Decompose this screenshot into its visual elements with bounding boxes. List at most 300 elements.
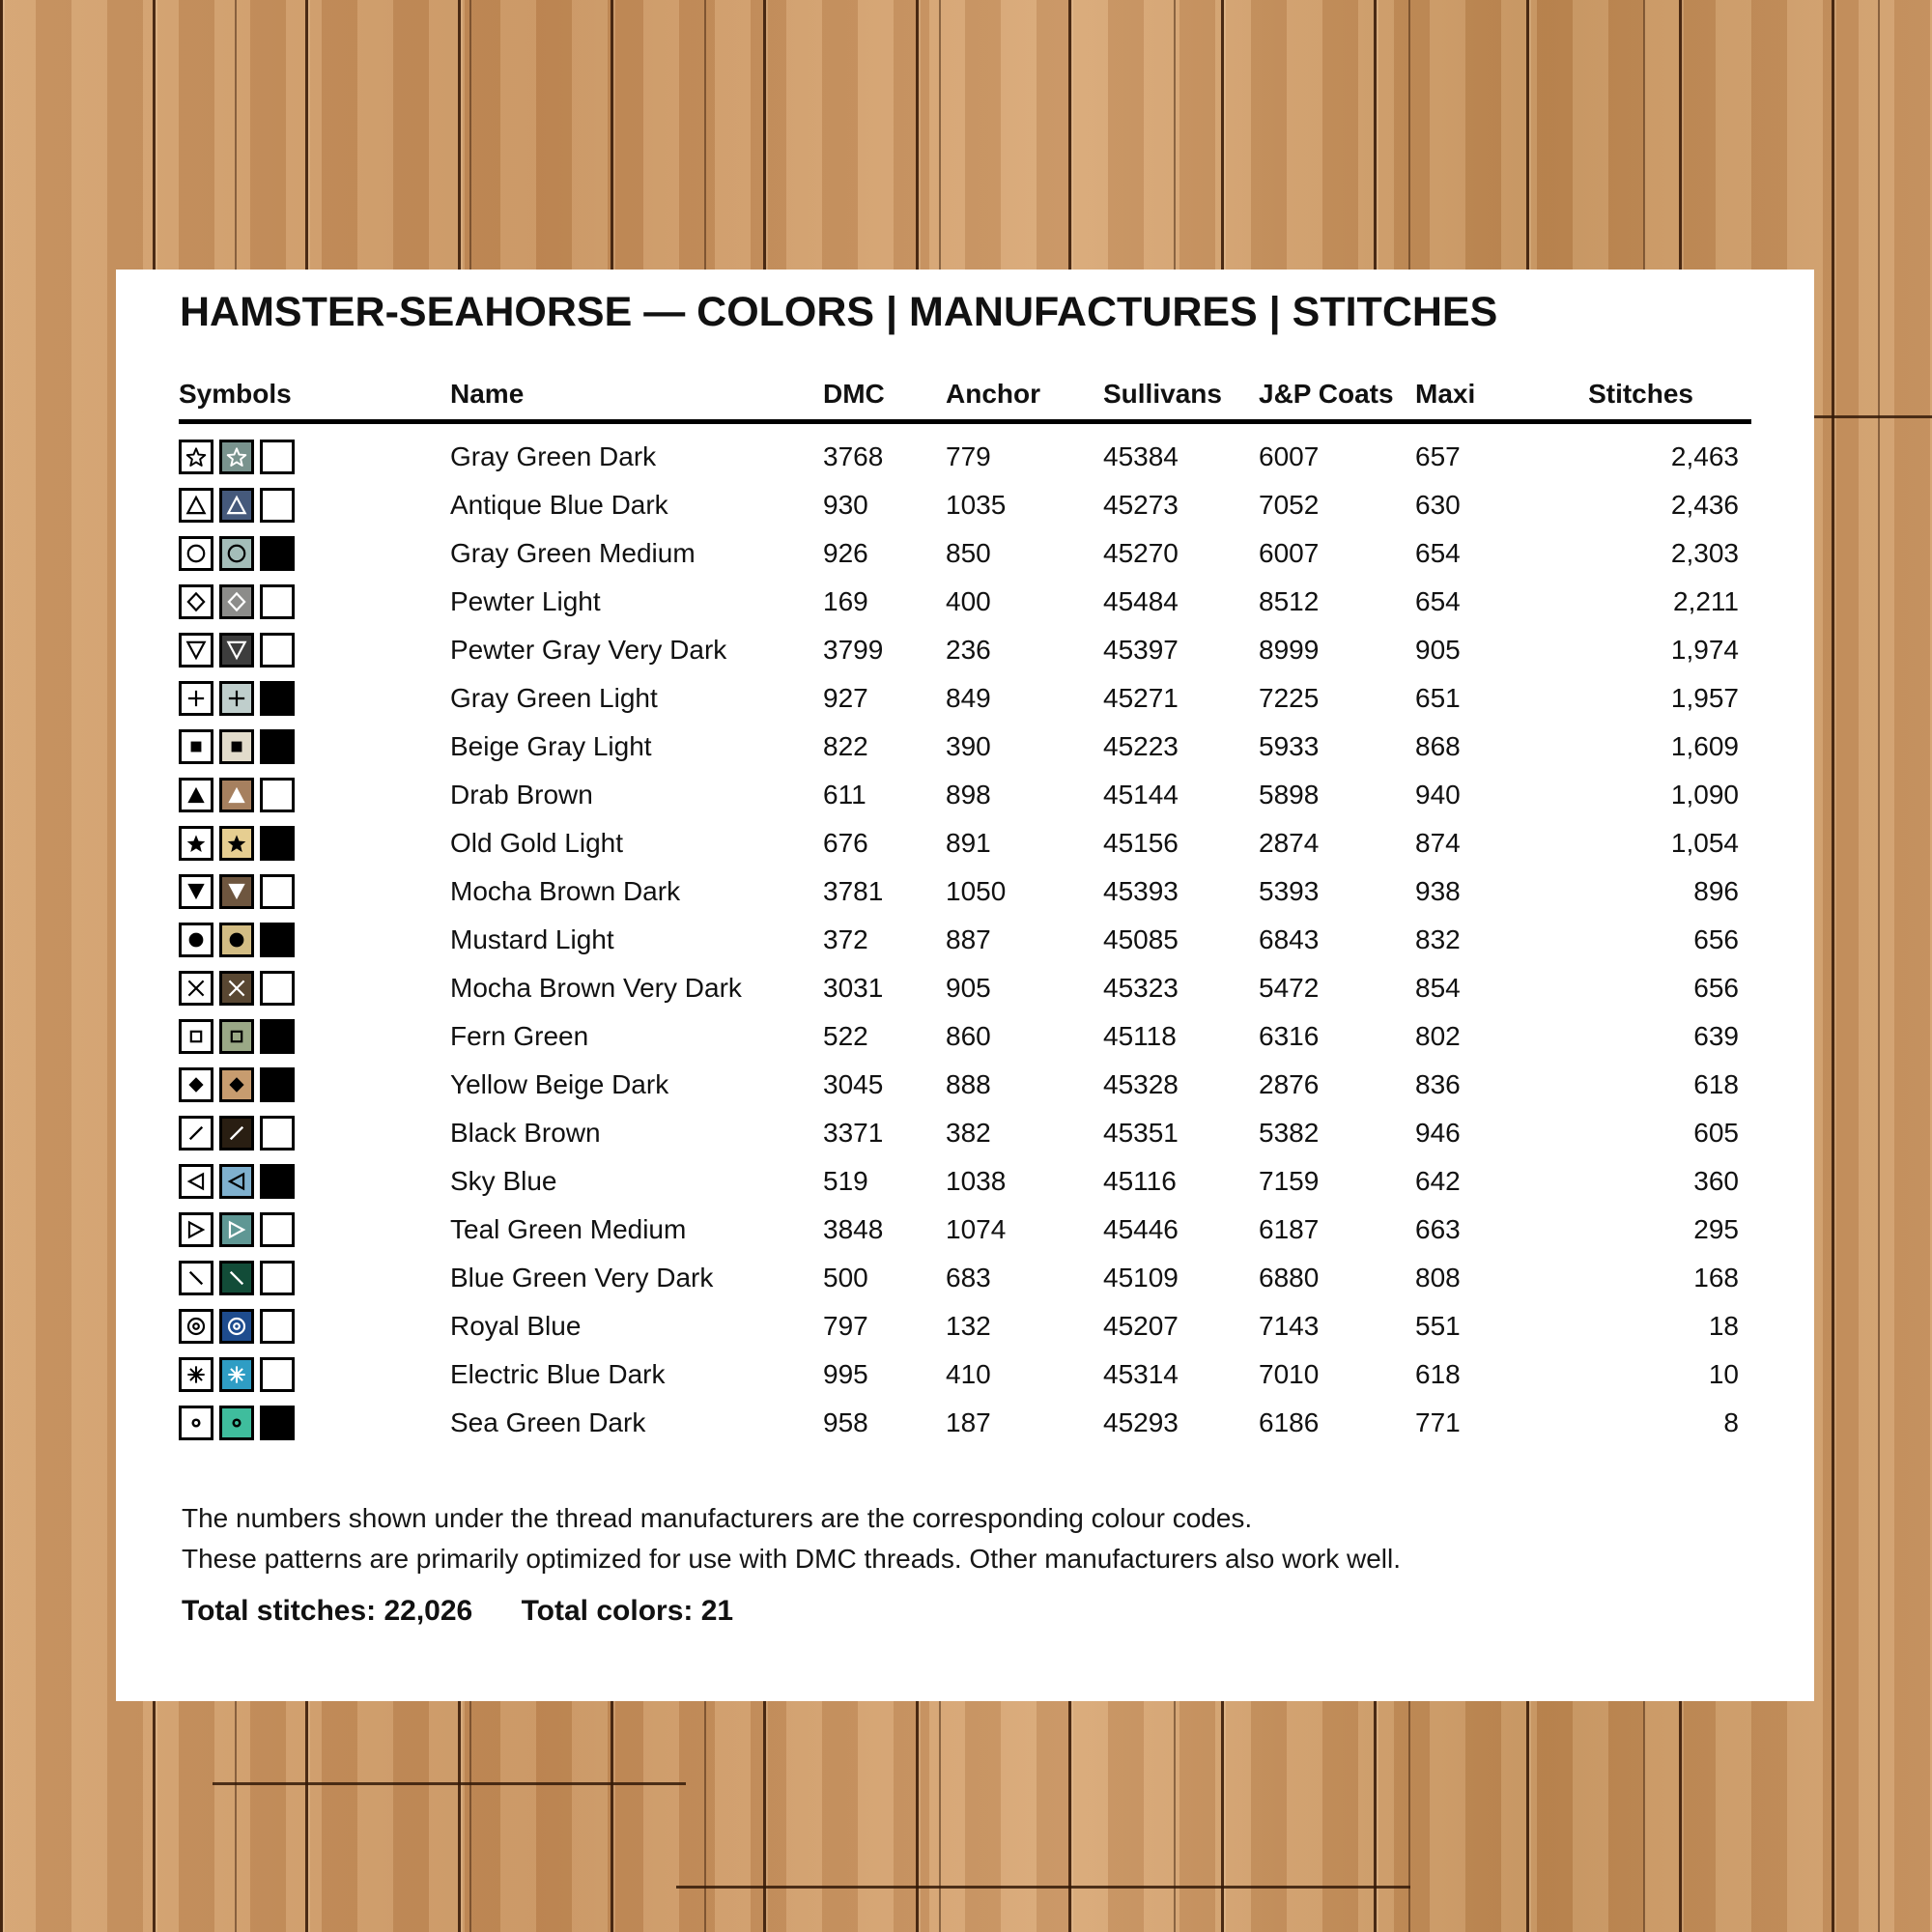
symbol-cell [179,1261,450,1295]
name-cell: Black Brown [450,1118,601,1148]
maxi-cell: 663 [1415,1214,1461,1244]
symbol-box-plain [179,488,213,523]
square-small-outline-icon [184,1024,209,1049]
circle-outline-icon [184,541,209,566]
maxi-cell: 940 [1415,780,1461,810]
maxi-cell: 854 [1415,973,1461,1003]
symbol-box-plain [179,536,213,571]
name-cell: Mustard Light [450,924,614,954]
maxi-cell: 551 [1415,1311,1461,1341]
symbol-box-swatch [219,826,254,861]
anchor-cell: 400 [946,586,991,616]
square-small-outline-icon [224,1024,249,1049]
backslash-icon [224,1265,249,1291]
jp-coats-cell: 2874 [1259,828,1320,858]
triangle-up-outline-icon [224,493,249,518]
jp-coats-cell: 6316 [1259,1021,1320,1051]
stitches-cell: 1,609 [1670,731,1739,761]
dmc-cell: 3799 [823,635,884,665]
table-row [179,1350,1751,1399]
symbol-box-plain [179,1164,213,1199]
dmc-cell: 519 [823,1166,868,1196]
jp-coats-cell: 7143 [1259,1311,1320,1341]
sullivans-cell: 45109 [1103,1263,1179,1293]
header-jp-coats: J&P Coats [1259,379,1394,409]
jp-coats-cell: 5393 [1259,876,1320,906]
sullivans-cell: 45384 [1103,441,1179,471]
sullivans-cell: 45223 [1103,731,1179,761]
symbol-box-swatch [219,488,254,523]
symbol-box-plain [179,1406,213,1440]
table-row [179,1012,1751,1061]
jp-coats-cell: 6007 [1259,441,1320,471]
asterisk8-icon [224,1362,249,1387]
stitches-cell: 18 [1708,1311,1739,1341]
dmc-cell: 169 [823,586,868,616]
name-cell: Gray Green Medium [450,538,696,568]
stitches-cell: 896 [1693,876,1739,906]
symbol-box-plain [179,1116,213,1151]
anchor-cell: 888 [946,1069,991,1099]
page-title: HAMSTER-SEAHORSE — COLORS | MANUFACTURES | STITCHES [180,289,1498,335]
anchor-cell: 390 [946,731,991,761]
asterisk8-icon [184,1362,209,1387]
symbol-box-swatch [219,536,254,571]
color-key-table [179,433,1751,1447]
stitches-cell: 2,436 [1670,490,1739,520]
jp-coats-cell: 8999 [1259,635,1320,665]
name-cell: Sea Green Dark [450,1407,646,1437]
x-mark-icon [184,976,209,1001]
name-cell: Royal Blue [450,1311,582,1341]
jp-coats-cell: 6843 [1259,924,1320,954]
symbol-box-swatch [219,633,254,668]
stitches-cell: 2,303 [1670,538,1739,568]
slash-icon [184,1121,209,1146]
symbol-box-fill [260,1309,295,1344]
sullivans-cell: 45156 [1103,828,1179,858]
jp-coats-cell: 6880 [1259,1263,1320,1293]
dmc-cell: 3031 [823,973,884,1003]
maxi-cell: 836 [1415,1069,1461,1099]
star5-filled-icon [184,831,209,856]
symbol-box-swatch [219,874,254,909]
header-name: Name [450,379,525,409]
triangle-left-outline-icon [224,1169,249,1194]
symbol-cell [179,971,450,1006]
symbol-cell [179,1357,450,1392]
x-mark-icon [224,976,249,1001]
symbol-cell [179,1212,450,1247]
symbol-box-fill [260,681,295,716]
symbol-box-swatch [219,1309,254,1344]
table-row [179,1302,1751,1350]
stitches-cell: 295 [1693,1214,1739,1244]
diamond-filled-icon [184,1072,209,1097]
stitches-cell: 1,974 [1670,635,1739,665]
symbol-box-swatch [219,971,254,1006]
jp-coats-cell: 5898 [1259,780,1320,810]
maxi-cell: 808 [1415,1263,1461,1293]
symbol-box-plain [179,1067,213,1102]
anchor-cell: 236 [946,635,991,665]
maxi-cell: 654 [1415,538,1461,568]
symbol-cell [179,440,450,474]
anchor-cell: 683 [946,1263,991,1293]
triangle-up-filled-icon [224,782,249,808]
symbol-box-fill [260,874,295,909]
symbol-cell [179,923,450,957]
triangle-down-outline-icon [224,638,249,663]
anchor-cell: 187 [946,1407,991,1437]
table-row [179,771,1751,819]
anchor-cell: 898 [946,780,991,810]
table-row [179,578,1751,626]
symbol-box-fill [260,440,295,474]
stitches-cell: 8 [1723,1407,1739,1437]
symbol-box-fill [260,536,295,571]
dmc-cell: 3045 [823,1069,884,1099]
anchor-cell: 410 [946,1359,991,1389]
symbol-cell [179,1164,450,1199]
anchor-cell: 850 [946,538,991,568]
jp-coats-cell: 2876 [1259,1069,1320,1099]
jp-coats-cell: 7159 [1259,1166,1320,1196]
square-small-filled-icon [224,734,249,759]
jp-coats-cell: 5382 [1259,1118,1320,1148]
star5-filled-icon [224,831,249,856]
dmc-cell: 995 [823,1359,868,1389]
table-row [179,529,1751,578]
symbol-cell [179,1067,450,1102]
symbol-box-fill [260,1067,295,1102]
stitches-cell: 360 [1693,1166,1739,1196]
name-cell: Mocha Brown Dark [450,876,681,906]
table-row [179,916,1751,964]
symbol-cell [179,826,450,861]
triangle-down-filled-icon [224,879,249,904]
header-dmc: DMC [823,379,885,409]
triangle-right-outline-icon [184,1217,209,1242]
symbol-cell [179,729,450,764]
maxi-cell: 802 [1415,1021,1461,1051]
maxi-cell: 946 [1415,1118,1461,1148]
stitches-cell: 1,054 [1670,828,1739,858]
sullivans-cell: 45351 [1103,1118,1179,1148]
symbol-box-fill [260,1116,295,1151]
sullivans-cell: 45085 [1103,924,1179,954]
sullivans-cell: 45314 [1103,1359,1179,1389]
symbol-box-swatch [219,1261,254,1295]
symbol-box-plain [179,874,213,909]
diamond-outline-icon [184,589,209,614]
sullivans-cell: 45118 [1103,1021,1177,1051]
sullivans-cell: 45323 [1103,973,1179,1003]
anchor-cell: 1050 [946,876,1007,906]
symbol-box-swatch [219,1164,254,1199]
maxi-cell: 905 [1415,635,1461,665]
triangle-up-outline-icon [184,493,209,518]
name-cell: Old Gold Light [450,828,623,858]
triangle-up-filled-icon [184,782,209,808]
table-row [179,1206,1751,1254]
total-stitches: Total stitches: 22,026 [182,1595,473,1627]
triangle-down-filled-icon [184,879,209,904]
slash-icon [224,1121,249,1146]
symbol-box-swatch [219,1116,254,1151]
jp-coats-cell: 6186 [1259,1407,1320,1437]
dot-small-outline-icon [184,1410,209,1435]
table-row [179,674,1751,723]
anchor-cell: 891 [946,828,991,858]
symbol-box-fill [260,729,295,764]
anchor-cell: 1074 [946,1214,1007,1244]
table-row [179,819,1751,867]
symbol-cell [179,488,450,523]
jp-coats-cell: 7052 [1259,490,1320,520]
maxi-cell: 868 [1415,731,1461,761]
dmc-cell: 676 [823,828,868,858]
table-row [179,1254,1751,1302]
sullivans-cell: 45144 [1103,780,1179,810]
plus-icon [224,686,249,711]
jp-coats-cell: 8512 [1259,586,1320,616]
symbol-box-fill [260,1212,295,1247]
table-row [179,867,1751,916]
plus-icon [184,686,209,711]
stitches-cell: 656 [1693,973,1739,1003]
stitches-cell: 2,211 [1673,586,1739,616]
symbol-box-swatch [219,681,254,716]
name-cell: Sky Blue [450,1166,557,1196]
symbol-box-plain [179,826,213,861]
star5-outline-icon [184,444,209,469]
dmc-cell: 930 [823,490,868,520]
anchor-cell: 132 [946,1311,991,1341]
dmc-cell: 522 [823,1021,868,1051]
symbol-box-plain [179,1212,213,1247]
symbol-box-fill [260,1406,295,1440]
pattern-key-card [116,270,1814,1701]
name-cell: Blue Green Very Dark [450,1263,714,1293]
star5-outline-icon [224,444,249,469]
name-cell: Mocha Brown Very Dark [450,973,742,1003]
symbol-cell [179,584,450,619]
symbol-box-plain [179,1309,213,1344]
diamond-filled-icon [224,1072,249,1097]
symbol-cell [179,874,450,909]
jp-coats-cell: 6007 [1259,538,1320,568]
table-row [179,1399,1751,1447]
jp-coats-cell: 7010 [1259,1359,1320,1389]
stitches-cell: 605 [1693,1118,1739,1148]
table-row [179,1061,1751,1109]
sullivans-cell: 45271 [1103,683,1179,713]
symbol-box-fill [260,1164,295,1199]
table-row [179,723,1751,771]
symbol-box-fill [260,1019,295,1054]
name-cell: Fern Green [450,1021,589,1051]
symbol-box-plain [179,1357,213,1392]
symbol-box-fill [260,971,295,1006]
symbol-box-fill [260,923,295,957]
table-row [179,1109,1751,1157]
jp-coats-cell: 5933 [1259,731,1320,761]
stitches-cell: 168 [1693,1263,1739,1293]
symbol-box-plain [179,1019,213,1054]
symbol-box-fill [260,633,295,668]
dmc-cell: 611 [823,780,867,810]
circle-filled-icon [184,927,209,952]
sullivans-cell: 45397 [1103,635,1179,665]
symbol-box-swatch [219,1019,254,1054]
maxi-cell: 651 [1415,683,1461,713]
maxi-cell: 642 [1415,1166,1461,1196]
wood-seam [676,1886,1410,1889]
symbol-box-plain [179,971,213,1006]
name-cell: Teal Green Medium [450,1214,687,1244]
symbol-cell [179,536,450,571]
stitches-cell: 618 [1693,1069,1739,1099]
symbol-box-fill [260,826,295,861]
square-small-filled-icon [184,734,209,759]
sullivans-cell: 45328 [1103,1069,1179,1099]
name-cell: Pewter Light [450,586,601,616]
name-cell: Gray Green Dark [450,441,657,471]
header-stitches: Stitches [1588,379,1693,409]
jp-coats-cell: 7225 [1259,683,1320,713]
name-cell: Electric Blue Dark [450,1359,666,1389]
symbol-box-fill [260,488,295,523]
name-cell: Beige Gray Light [450,731,652,761]
maxi-cell: 771 [1415,1407,1461,1437]
sullivans-cell: 45293 [1103,1407,1179,1437]
name-cell: Gray Green Light [450,683,658,713]
header-maxi: Maxi [1415,379,1476,409]
symbol-box-swatch [219,778,254,812]
symbol-cell [179,1406,450,1440]
anchor-cell: 1035 [946,490,1007,520]
symbol-box-swatch [219,923,254,957]
header-sullivans: Sullivans [1103,379,1222,409]
symbol-box-plain [179,633,213,668]
header-anchor: Anchor [946,379,1040,409]
name-cell: Yellow Beige Dark [450,1069,669,1099]
symbol-box-fill [260,778,295,812]
symbol-box-plain [179,778,213,812]
symbol-box-swatch [219,1406,254,1440]
symbol-box-swatch [219,729,254,764]
dmc-cell: 927 [823,683,868,713]
symbol-box-plain [179,729,213,764]
symbol-box-plain [179,681,213,716]
stitches-cell: 1,957 [1670,683,1739,713]
header-underline [179,419,1751,424]
symbol-box-swatch [219,1067,254,1102]
dmc-cell: 372 [823,924,868,954]
symbol-box-swatch [219,1357,254,1392]
maxi-cell: 654 [1415,586,1461,616]
table-header-row [179,372,1751,416]
total-colors: Total colors: 21 [521,1595,734,1627]
name-cell: Drab Brown [450,780,593,810]
anchor-cell: 887 [946,924,991,954]
dmc-cell: 797 [823,1311,868,1341]
jp-coats-cell: 6187 [1259,1214,1320,1244]
wood-seam [213,1782,686,1785]
symbol-box-fill [260,1357,295,1392]
symbol-box-swatch [219,1212,254,1247]
symbol-box-fill [260,584,295,619]
triangle-right-outline-icon [224,1217,249,1242]
table-row [179,1157,1751,1206]
triangle-left-outline-icon [184,1169,209,1194]
totals-line [182,1595,774,1628]
dmc-cell: 958 [823,1407,868,1437]
table-row [179,433,1751,481]
maxi-cell: 657 [1415,441,1461,471]
table-row [179,964,1751,1012]
maxi-cell: 618 [1415,1359,1461,1389]
symbol-cell [179,778,450,812]
dmc-cell: 3781 [823,876,884,906]
dmc-cell: 500 [823,1263,868,1293]
sullivans-cell: 45393 [1103,876,1179,906]
table-row [179,481,1751,529]
dmc-cell: 3848 [823,1214,884,1244]
dot-small-outline-icon [224,1410,249,1435]
footnotes [182,1498,1401,1579]
symbol-box-plain [179,923,213,957]
diamond-outline-icon [224,589,249,614]
anchor-cell: 1038 [946,1166,1007,1196]
stitches-cell: 1,090 [1670,780,1739,810]
symbol-box-swatch [219,440,254,474]
anchor-cell: 860 [946,1021,991,1051]
anchor-cell: 905 [946,973,991,1003]
anchor-cell: 849 [946,683,991,713]
symbol-box-plain [179,440,213,474]
stitches-cell: 10 [1708,1359,1739,1389]
symbol-box-fill [260,1261,295,1295]
anchor-cell: 382 [946,1118,991,1148]
symbol-cell [179,1116,450,1151]
circle-outline-icon [224,541,249,566]
sullivans-cell: 45273 [1103,490,1179,520]
header-symbols: Symbols [179,379,292,409]
sullivans-cell: 45446 [1103,1214,1179,1244]
symbol-cell [179,1019,450,1054]
sullivans-cell: 45116 [1103,1166,1177,1196]
stitches-cell: 639 [1693,1021,1739,1051]
dmc-cell: 3371 [823,1118,884,1148]
maxi-cell: 938 [1415,876,1461,906]
footnote-line: The numbers shown under the thread manufacturers are the corresponding colour codes. [182,1503,1253,1533]
anchor-cell: 779 [946,441,991,471]
symbol-box-plain [179,584,213,619]
sullivans-cell: 45484 [1103,586,1179,616]
stitches-cell: 2,463 [1670,441,1739,471]
name-cell: Pewter Gray Very Dark [450,635,727,665]
name-cell: Antique Blue Dark [450,490,668,520]
symbol-cell [179,1309,450,1344]
footnote-line: These patterns are primarily optimized for use with DMC threads. Other manufacturers also work well. [182,1544,1402,1574]
bullseye-icon [224,1314,249,1339]
sullivans-cell: 45207 [1103,1311,1179,1341]
symbol-box-plain [179,1261,213,1295]
maxi-cell: 832 [1415,924,1461,954]
dmc-cell: 822 [823,731,868,761]
